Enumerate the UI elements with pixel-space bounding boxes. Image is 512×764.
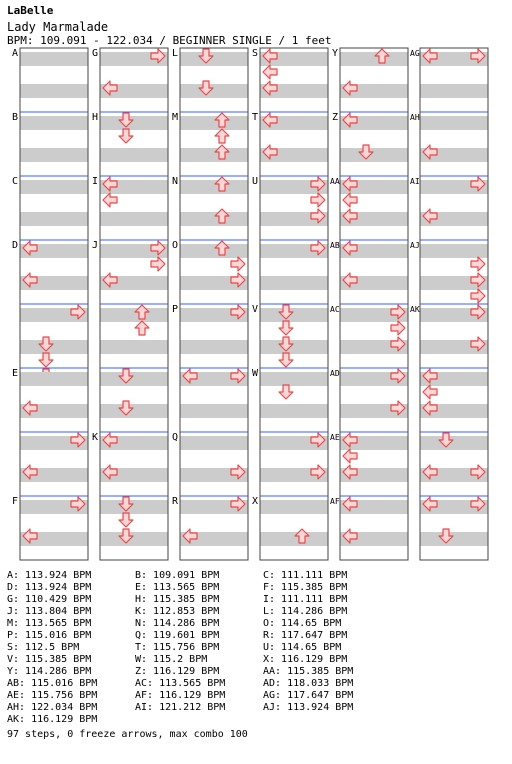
section-label: R [172, 496, 179, 507]
chart-section [330, 432, 408, 482]
chart-section [92, 240, 168, 290]
bpm-entry: E: 113.565 BPM [135, 582, 220, 593]
bpm-entry: AG: 117.647 BPM [263, 690, 354, 701]
bpm-entry: G: 110.429 BPM [7, 594, 92, 605]
stripe-band [420, 116, 488, 130]
stripe-band [260, 500, 328, 514]
section-label: D [12, 240, 19, 251]
chart-section [20, 432, 88, 482]
section-label: Y [332, 48, 339, 59]
section-label: AB [330, 241, 340, 250]
section-label: T [252, 112, 259, 123]
bpm-entry: A: 113.924 BPM [7, 570, 92, 581]
arrow-d-icon [279, 353, 293, 367]
stripe-band [180, 212, 248, 226]
arrow-l-icon [103, 193, 117, 207]
section-label: U [252, 176, 259, 187]
arrow-u-icon [215, 129, 229, 143]
section-label: M [172, 112, 179, 123]
section-label: AH [410, 113, 420, 122]
arrow-r-icon [391, 321, 405, 335]
arrow-d-icon [279, 385, 293, 399]
section-label: AG [410, 49, 420, 58]
bpm-entry: Z: 116.129 BPM [135, 666, 220, 677]
stripe-band [100, 372, 168, 386]
chart-section [330, 304, 408, 354]
bpm-entry: W: 115.2 BPM [135, 654, 208, 665]
section-label: E [12, 368, 19, 379]
chart-section [100, 368, 168, 418]
arrow-d-icon [119, 129, 133, 143]
chart-section [410, 304, 488, 354]
section-label: AK [410, 305, 420, 314]
chart-section [330, 176, 408, 226]
section-label: K [92, 432, 99, 443]
chart-section [180, 368, 248, 418]
chart-section [410, 176, 488, 226]
arrow-r-icon [151, 257, 165, 271]
stripe-band [260, 532, 328, 546]
bpm-entry: U: 114.65 BPM [263, 642, 342, 653]
chart-section [12, 48, 88, 98]
bpm-entry: J: 113.804 BPM [7, 606, 92, 617]
stripe-band [100, 500, 168, 514]
bpm-entry: AB: 115.016 BPM [7, 678, 98, 689]
bpm-entry: C: 111.111 BPM [263, 570, 348, 581]
bpm-entry: R: 117.647 BPM [263, 630, 348, 641]
section-label: AI [410, 177, 420, 186]
stripe-band [420, 244, 488, 258]
chart-section [420, 368, 488, 418]
stripe-band [100, 212, 168, 226]
chart-section [252, 176, 328, 226]
section-label: X [252, 496, 259, 507]
bpm-entry: H: 115.385 BPM [135, 594, 220, 605]
arrow-r-icon [231, 257, 245, 271]
bpm-entry: X: 116.129 BPM [263, 654, 348, 665]
bpm-entry: AI: 121.212 BPM [135, 702, 226, 713]
chart-section [172, 304, 248, 354]
section-label: Q [172, 432, 179, 443]
stripe-band [100, 308, 168, 322]
bpm-entry: AK: 116.129 BPM [7, 714, 98, 725]
section-label: AD [330, 369, 340, 378]
chart-section [172, 432, 248, 482]
arrow-l-icon [343, 193, 357, 207]
bpm-entry: N: 114.286 BPM [135, 618, 220, 629]
section-label: Z [332, 112, 339, 123]
stripe-band [100, 532, 168, 546]
bpm-entry: D: 113.924 BPM [7, 582, 92, 593]
chart-section [92, 48, 168, 98]
chart-section [420, 432, 488, 482]
stripe-band [260, 276, 328, 290]
stripe-band [260, 404, 328, 418]
chart-section [252, 304, 328, 367]
bpm-entry: F: 115.385 BPM [263, 582, 348, 593]
bpm-entry: Q: 119.601 BPM [135, 630, 220, 641]
stripe-band [100, 116, 168, 130]
arrow-l-icon [423, 385, 437, 399]
chart-meta: BPM: 109.091 - 122.034 / BEGINNER SINGLE / 1 feet [7, 34, 332, 47]
bpm-entry: AJ: 113.924 BPM [263, 702, 354, 713]
bpm-entry: M: 113.565 BPM [7, 618, 92, 629]
stripe-band [260, 308, 328, 322]
section-label: J [92, 240, 99, 251]
stripe-band [20, 212, 88, 226]
section-label: AC [330, 305, 340, 314]
section-label: H [92, 112, 99, 123]
chart-section [12, 176, 88, 226]
bpm-entry: O: 114.65 BPM [263, 618, 342, 629]
chart-section [410, 48, 488, 98]
stripe-band [100, 340, 168, 354]
chart-section [12, 368, 88, 418]
chart-section [172, 176, 248, 226]
arrow-d-icon [39, 353, 53, 367]
chart-section [330, 496, 408, 546]
bpm-entry: P: 115.016 BPM [7, 630, 92, 641]
chart-section [172, 240, 248, 290]
stripe-band [180, 180, 248, 194]
bpm-entry: AH: 122.034 BPM [7, 702, 98, 713]
bpm-entry: S: 112.5 BPM [7, 642, 80, 653]
section-label: P [172, 304, 179, 315]
stripe-band [20, 84, 88, 98]
arrow-r-icon [471, 289, 485, 303]
bpm-entry: I: 111.111 BPM [263, 594, 348, 605]
section-label: AA [330, 177, 340, 186]
section-label: AF [330, 497, 340, 506]
stripe-band [20, 372, 88, 386]
stripe-band [20, 52, 88, 66]
chart-section [252, 496, 328, 546]
chart-section [330, 368, 408, 418]
stripe-band [180, 52, 248, 66]
stripe-band [20, 148, 88, 162]
stripe-band [420, 436, 488, 450]
section-label: I [92, 176, 99, 187]
section-label: A [12, 48, 19, 59]
chart-section [172, 496, 248, 546]
stripe-band [180, 340, 248, 354]
bpm-entry: AC: 113.565 BPM [135, 678, 226, 689]
section-label: V [252, 304, 259, 315]
stripe-band [100, 404, 168, 418]
chart-section [332, 48, 408, 98]
bpm-entry: V: 115.385 BPM [7, 654, 92, 665]
arrow-r-icon [471, 257, 485, 271]
chart-section [12, 240, 88, 290]
chart-section [100, 496, 168, 546]
chart-section [332, 112, 408, 162]
chart-section [410, 240, 488, 303]
section-label: N [172, 176, 179, 187]
section-label: B [12, 112, 19, 123]
section-label: S [252, 48, 259, 59]
stripe-band [340, 52, 408, 66]
stripe-band [180, 116, 248, 130]
arrow-d-icon [279, 321, 293, 335]
bpm-entry: L: 114.286 BPM [263, 606, 348, 617]
arrow-l-icon [263, 65, 277, 79]
section-label: F [12, 496, 19, 507]
bpm-entry: AA: 115.385 BPM [263, 666, 354, 677]
section-label: O [172, 240, 179, 251]
stripe-band [180, 84, 248, 98]
bpm-entry: AF: 116.129 BPM [135, 690, 226, 701]
section-label: W [252, 368, 259, 379]
stripe-band [180, 436, 248, 450]
section-label: AJ [410, 241, 420, 250]
bpm-entry: K: 112.853 BPM [135, 606, 220, 617]
stripe-band [20, 340, 88, 354]
chart-section [172, 48, 248, 98]
chart-section [92, 176, 168, 226]
chart-section [252, 112, 328, 162]
section-label: AE [330, 433, 340, 442]
artist-name: LaBelle [7, 4, 54, 17]
stripe-band [180, 148, 248, 162]
chart-section [410, 112, 488, 162]
chart-section [172, 112, 248, 162]
stripe-band [420, 532, 488, 546]
chart-section [20, 304, 88, 383]
chart-section [260, 240, 328, 290]
section-label: G [92, 48, 99, 59]
chart-section [252, 48, 328, 98]
stripe-band [20, 180, 88, 194]
stripe-band [260, 372, 328, 386]
arrow-l-icon [343, 449, 357, 463]
stripe-band [100, 148, 168, 162]
chart-section [92, 432, 168, 482]
stripe-band [260, 340, 328, 354]
stripe-band [420, 84, 488, 98]
bpm-entry: AE: 115.756 BPM [7, 690, 98, 701]
stripe-band [20, 116, 88, 130]
chart-section [252, 368, 328, 418]
bpm-entry: Y: 114.286 BPM [7, 666, 92, 677]
arrow-u-icon [135, 321, 149, 335]
chart-section [260, 432, 328, 482]
bpm-entry: B: 109.091 BPM [135, 570, 220, 581]
stripe-band [180, 404, 248, 418]
chart-section [92, 112, 168, 162]
chart-section [12, 496, 88, 546]
chart-section [420, 496, 488, 546]
stripe-band [340, 148, 408, 162]
bpm-entry: T: 115.756 BPM [135, 642, 220, 653]
bpm-entry: AD: 118.033 BPM [263, 678, 354, 689]
step-summary: 97 steps, 0 freeze arrows, max combo 100 [7, 729, 248, 740]
arrow-r-icon [311, 193, 325, 207]
chart-section [330, 240, 408, 290]
section-label: C [12, 176, 19, 187]
section-label: L [172, 48, 179, 59]
song-title: Lady Marmalade [7, 20, 109, 34]
arrow-d-icon [119, 513, 133, 527]
chart-section [100, 304, 168, 354]
chart-section [12, 112, 88, 162]
stripe-band [180, 244, 248, 258]
